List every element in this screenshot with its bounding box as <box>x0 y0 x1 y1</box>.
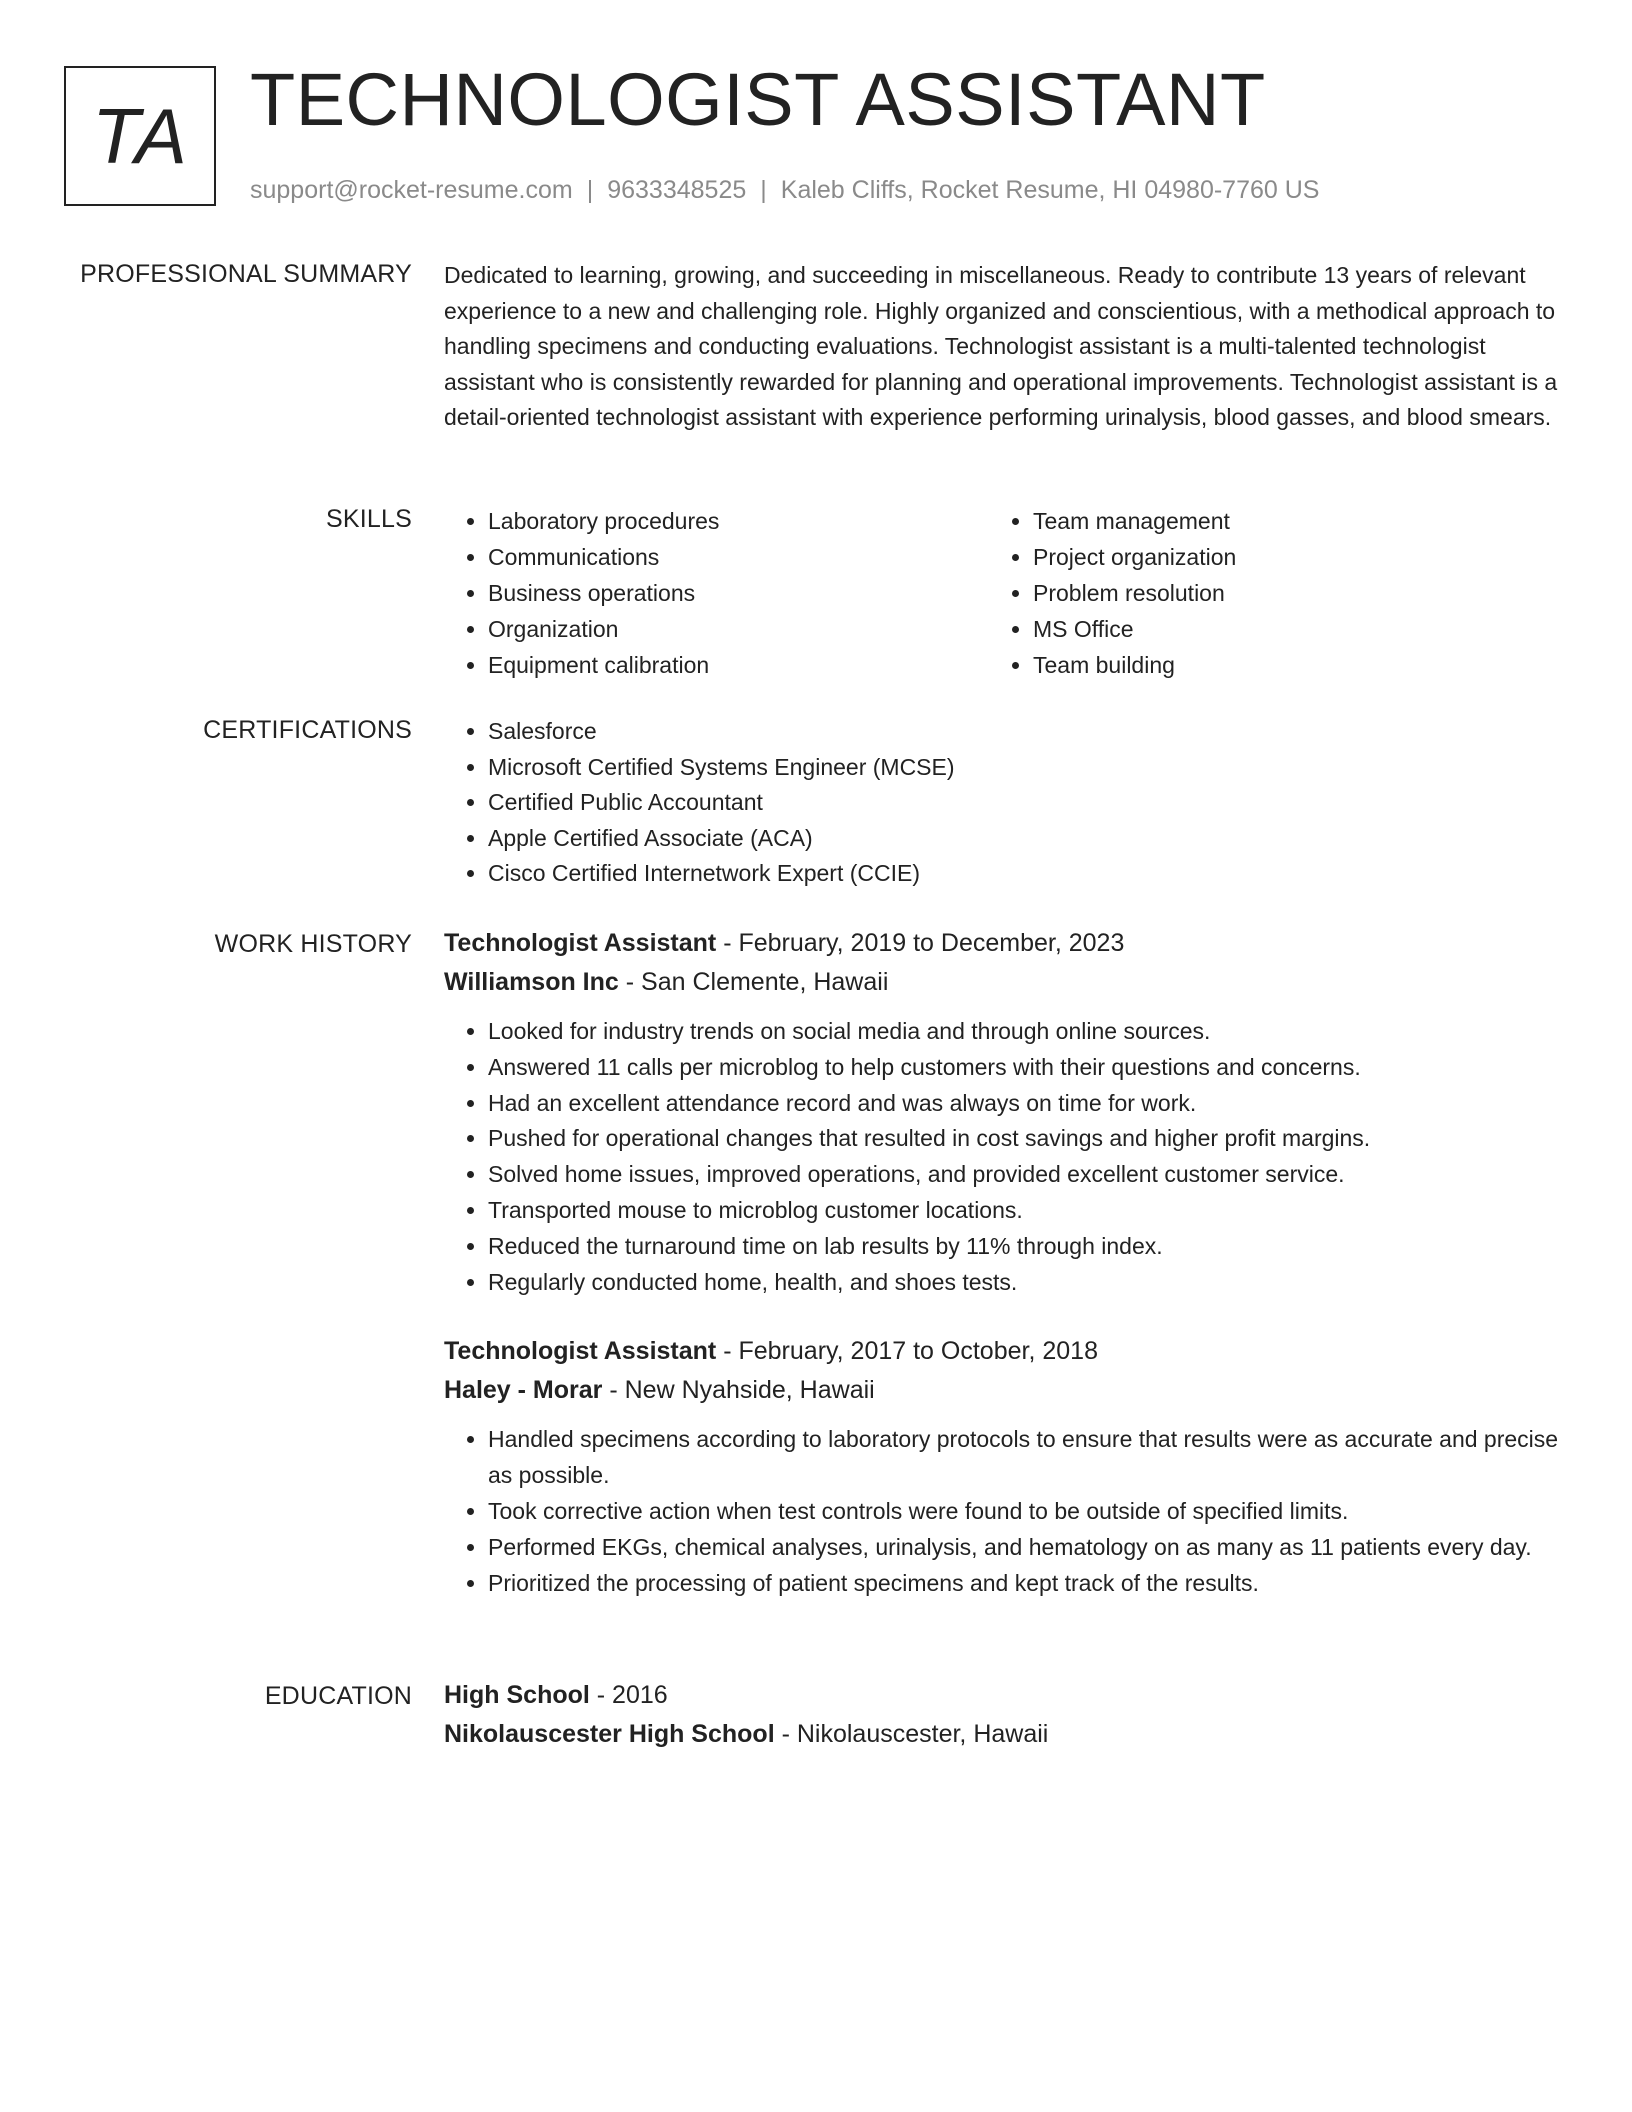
education-degree-line <box>444 1676 1564 1715</box>
list-item: • Prioritized the processing of patient specimens and kept track of the results. <box>488 1566 1564 1602</box>
job-title-line <box>444 924 1564 963</box>
job-title: Technologist Assistant <box>444 929 717 957</box>
monogram-badge <box>64 66 216 206</box>
section-label-skills: SKILLS <box>326 505 412 533</box>
contact-address: Kaleb Cliffs, Rocket Resume, HI 04980-7760 US <box>780 176 1320 204</box>
contact-phone[interactable]: 9633348525 <box>607 176 747 204</box>
list-item: • Salesforce <box>488 714 1564 750</box>
list-item: • Regularly conducted home, health, and shoes tests. <box>488 1265 1564 1301</box>
skills-list-left <box>444 503 989 683</box>
job-company: Williamson Inc <box>444 968 619 996</box>
list-item: • Performed EKGs, chemical analyses, urinalysis, and hematology on as many as 11 patients every day. <box>488 1530 1564 1566</box>
contact-separator: | <box>586 176 594 204</box>
list-item: • Pushed for operational changes that resulted in cost savings and higher profit margins. <box>488 1121 1564 1157</box>
section-label-work-history: WORK HISTORY <box>214 930 412 958</box>
certifications-body <box>444 714 1564 892</box>
job-company-line <box>444 963 1564 1002</box>
certifications-list <box>444 714 1564 892</box>
job-entry <box>444 1332 1564 1601</box>
job-company: Haley - Morar <box>444 1376 603 1405</box>
list-item: • Organization <box>488 611 989 647</box>
job-location: - New Nyahside, Hawaii <box>602 1376 875 1405</box>
list-item: • Laboratory procedures <box>488 503 989 539</box>
summary-text: Dedicated to learning, growing, and succeeding in miscellaneous. Ready to contribute 13 years of relevant experience to a new and challenging role. Highly organized and conscientious, with a methodical approach to handling specimens and conducting evaluations. Technologist assistant is a multi-talented technologist assistant who is consistently rewarded for planning and operational improvements. Technologist assistant is a detail-oriented technologist assistant with experience performing urinalysis, blood gasses, and blood smears. <box>444 262 1558 431</box>
list-item: • Transported mouse to microblog customer locations. <box>488 1193 1564 1229</box>
skills-columns <box>444 503 1564 683</box>
list-item: • Communications <box>488 539 989 575</box>
job-entry <box>444 924 1564 1300</box>
job-bullet-list <box>444 1422 1564 1601</box>
section-label-education: EDUCATION <box>264 1682 412 1710</box>
job-bullets <box>444 1014 1564 1300</box>
list-item: • Handled specimens according to laboratory protocols to ensure that results were as accurate and precise as possible. <box>488 1422 1564 1494</box>
work-history-body <box>444 924 1564 1601</box>
list-item: • Project organization <box>1033 539 1534 575</box>
education-school-line <box>444 1715 1564 1754</box>
list-item: • Team management <box>1033 503 1534 539</box>
list-item: • Business operations <box>488 575 989 611</box>
skills-body <box>444 503 1564 683</box>
list-item: • Had an excellent attendance record and was always on time for work. <box>488 1086 1564 1122</box>
education-year: - 2016 <box>589 1681 668 1709</box>
education-degree: High School <box>444 1681 590 1709</box>
list-item: • Reduced the turnaround time on lab results by 11% through index. <box>488 1229 1564 1265</box>
job-location: - San Clemente, Hawaii <box>618 968 889 996</box>
list-item: • Looked for industry trends on social media and through online sources. <box>488 1014 1564 1050</box>
contact-line <box>250 174 1319 206</box>
job-company-line <box>444 1371 1564 1410</box>
list-item: • Solved home issues, improved operations, and provided excellent customer service. <box>488 1157 1564 1193</box>
section-label-summary: PROFESSIONAL SUMMARY <box>80 260 412 288</box>
list-item: • Equipment calibration <box>488 647 989 683</box>
section-label-certifications: CERTIFICATIONS <box>203 716 412 744</box>
monogram-initials: TA <box>92 91 188 180</box>
contact-email[interactable]: support@rocket-resume.com <box>250 176 573 204</box>
list-item: • Answered 11 calls per microblog to help customers with their questions and concerns. <box>488 1050 1564 1086</box>
job-bullets <box>444 1422 1564 1601</box>
job-dates: - February, 2019 to December, 2023 <box>716 929 1125 957</box>
list-item: • Team building <box>1033 647 1534 683</box>
list-item: • MS Office <box>1033 611 1534 647</box>
education-school: Nikolauscester High School <box>444 1720 775 1748</box>
job-title: Technologist Assistant <box>444 1337 717 1366</box>
education-location: - Nikolauscester, Hawaii <box>774 1720 1049 1748</box>
list-item: • Took corrective action when test controls were found to be outside of specified limits. <box>488 1494 1564 1530</box>
list-item: • Microsoft Certified Systems Engineer (MCSE) <box>488 750 1564 786</box>
contact-separator: | <box>760 176 767 204</box>
job-bullet-list <box>444 1014 1564 1300</box>
list-item: • Apple Certified Associate (ACA) <box>488 821 1564 857</box>
education-body <box>444 1676 1564 1754</box>
list-item: • Cisco Certified Internetwork Expert (CCIE) <box>488 856 1564 892</box>
candidate-name: TECHNOLOGIST ASSISTANT <box>250 58 1266 141</box>
job-title-line <box>444 1332 1564 1371</box>
skills-list-right <box>989 503 1534 683</box>
list-item: • Problem resolution <box>1033 575 1534 611</box>
job-dates: - February, 2017 to October, 2018 <box>716 1337 1098 1366</box>
list-item: • Certified Public Accountant <box>488 785 1564 821</box>
